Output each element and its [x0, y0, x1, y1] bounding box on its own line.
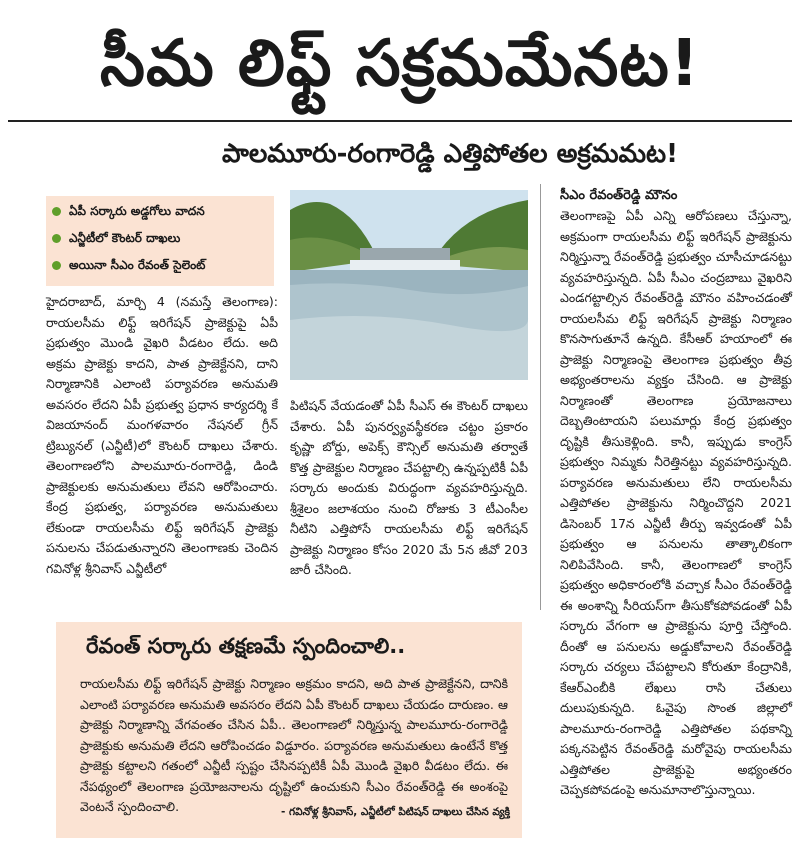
- column-divider: [540, 184, 541, 610]
- headline-rule: [8, 120, 792, 122]
- bullet-dot-icon: [52, 207, 61, 216]
- dam-photo-image: [290, 190, 528, 380]
- headline: సీమ లిఫ్ట్ సక్రమమేనట!: [100, 27, 700, 101]
- article-text-2: పిటిషన్ వేయడంతో ఏపీ సీఎస్ ఈ కౌంటర్ దాఖలు చేశారు. ఏపీ పునర్వ్యవస్థీకరణ చట్టం ప్రకారం కృష్ణా బోర్డు, అపెక్స్ కౌన్సిల్ అనుమతి తర్వాతే కొత్త ప్రాజెక్టుల నిర్మాణం చేపట్టాల్సి ఉన్నప్పటికీ ఏపీ సర్కారు అందుకు విరుద్ధంగా వ్యవహరిస్తున్నది. శ్రీశైలం జలాశయం నుంచి రోజుకు 3 టీఎంసీల నీటిని ఎత్తిపోసే రాయలసీమ లిఫ్ట్ ఇరిగేషన్ ప్రాజెక్టు నిర్మాణం కోసం 2020 మే 5న జీవో 203 జారీ చేసింది.: [290, 398, 528, 577]
- side-heading: సీఎం రేవంత్‌రెడ్డి మౌనం: [560, 188, 678, 203]
- quote-box: [56, 622, 522, 838]
- subheadline: పాలమూరు-రంగారెడ్డి ఎత్తిపోతల అక్రమమట!: [222, 139, 678, 169]
- bullet-dot-icon: [52, 234, 61, 243]
- side-column: [560, 206, 792, 846]
- bullet-dot-icon: [52, 261, 61, 270]
- highlight-item: ఎన్జీటీలో కౌంటర్ దాఖలు: [52, 225, 268, 252]
- quote-body: రాయలసీమ లిఫ్ట్ ఇరిగేషన్ ప్రాజెక్టు నిర్మాణం అక్రమం కాదని, అది పాత ప్రాజెక్టేనని, దానికి ఎలాంటి పర్యావరణ అనుమతి అవసరం లేదని ఏపీ కౌంటర్ దాఖలు చేయడం దారుణం. ఆ ప్రాజెక్టు నిర్మాణాన్ని వేగవంతం చేసిన ఏపీ.. తెలంగాణలో నిర్మిస్తున్న పాలమూరు-రంగారెడ్డి ప్రాజెక్టుకు అనుమతి లేదని ఆరోపించడం విడ్డూరం. పర్యావరణ అనుమతులు ఉంటేనే కొత్త ప్రాజెక్టు కట్టాలని గతంలో ఎన్జీటీ స్పష్టం చేసినప్పటికీ ఏపీ మొండి వైఖరి వీడటం లేదు. ఈ నేపథ్యంలో తెలంగాణ ప్రయోజనాలను దృష్టిలో ఉంచుకుని సీఎం రేవంత్‌రెడ్డి ఈ అంశంపై వెంటనే స్పందించాలి.: [80, 676, 508, 814]
- quote-signature: - గవినోళ్ల శ్రీనివాస్, ఎన్జీటీలో పిటిషన్ దాఖలు చేసిన వ్యక్తి: [281, 806, 510, 818]
- quote-title: రేవంత్ సర్కారు తక్షణమే స్పందించాలి..: [86, 634, 406, 658]
- highlight-item: ఏపీ సర్కారు అడ్డగోలు వాదన: [52, 198, 268, 225]
- dam-photo: [290, 190, 528, 380]
- article-text-1: హైదరాబాద్, మార్చి 4 (నమస్తే తెలంగాణ): రాయలసీమ లిఫ్ట్ ఇరిగేషన్ ప్రాజెక్టుపై ఏపీ ప్రభుత్వం మొండి వైఖరి వీడటం లేదు. అది అక్రమ ప్రాజెక్టు కాదని, పాత ప్రాజెక్టేనని, దాని నిర్మాణానికి ఎలాంటి పర్యావరణ అనుమతి అవసరం లేదని ఏపీ ప్రభుత్వ ప్రధాన కార్యదర్శి కే విజయానంద్ మంగళవారం నేషనల్ గ్రీన్ ట్రిబ్యునల్ (ఎన్జీటీ)లో కౌంటర్ దాఖలు చేశారు. తెలంగాణలోని పాలమూరు-రంగారెడ్డి, డిండి ప్రాజెక్టులకు అనుమతులు లేవని ఆరోపించారు. కేంద్ర ప్రభుత్వ, పర్యావరణ అనుమతులు లేకుండా రాయలసీమ లిఫ్ట్ ఇరిగేషన్ ప్రాజెక్టు పనులను చేపడుతున్నారని తెలంగాణకు చెందిన గవినోళ్ల శ్రీనివాస్ ఎన్జీటీలో: [46, 294, 278, 576]
- article-column-1: [46, 292, 278, 612]
- highlights-box: [46, 196, 274, 286]
- side-text: తెలంగాణపై ఏపీ ఎన్ని ఆరోపణలు చేస్తున్నా, అక్రమంగా రాయలసీమ లిఫ్ట్ ఇరిగేషన్ ప్రాజెక్టును నిర్మిస్తున్నా రేవంత్‌రెడ్డి ప్రభుత్వం చూసీచూడనట్టు వ్యవహరిస్తున్నది. ఏపీ సీఎం చంద్రబాబు వైఖరిని ఎండగట్టాల్సిన రేవంత్‌రెడ్డి మౌనం వహించడంతో రాయలసీమ లిఫ్ట్ ఇరిగేషన్ ప్రాజెక్టు నిర్మాణం కొనసాగుతూనే ఉన్నది. కేసీఆర్ హయాంలో ఈ ప్రాజెక్టు నిర్మాణంపై తెలంగాణ ప్రభుత్వం తీవ్ర అభ్యంతరాలను వ్యక్తం చేసింది. ఆ ప్రాజెక్టు నిర్మాణంతో తెలంగాణ ప్రయోజనాలు దెబ్బతింటాయని పలుమార్లు కేంద్ర ప్రభుత్వం దృష్టికి తీసుకెళ్లింది. కానీ, ఇప్పుడు కాంగ్రెస్ ప్రభుత్వం నిమ్మకు నీరెత్తినట్టు వ్యవహరిస్తున్నది. పర్యావరణ అనుమతులు లేని రాయలసీమ ఎత్తిపోతల ప్రాజెక్టును నిర్మించొద్దని 2021 డిసెంబర్ 17న ఎన్జీటీ తీర్పు ఇవ్వడంతో ఏపీ ప్రభుత్వం ఆ పనులను తాత్కాలికంగా నిలిపివేసింది. కానీ, తెలంగాణలో కాంగ్రెస్ ప్రభుత్వం అధికారంలోకి వచ్చాక సీఎం రేవంత్‌రెడ్డి ఈ అంశాన్ని సీరియస్‌గా తీసుకోకపోవడంతో ఏపీ సర్కారు వేగంగా ఆ ప్రాజెక్టును పూర్తి చేస్తోంది. దీంతో ఆ పనులను అడ్డుకోవాలని రేవంత్‌రెడ్డి సర్కారు చర్యలు చేపట్టాలని కోరుతూ కేంద్రానికి, కేఆర్‌ఎంబీకి లేఖలు రాసి చేతులు దులుపుకున్నది. ఓవైపు సొంత జిల్లాలో పాలమూరు-రంగారెడ్డి ఎత్తిపోతల పథకాన్ని పక్కనపెట్టిన రేవంత్‌రెడ్డి మరోవైపు రాయలసీమ ఎత్తిపోతల ప్రాజెక్టుపై అభ్యంతరం చెప్పకపోవడంపై అనుమానాలొస్తున్నాయి.: [560, 208, 792, 797]
- highlight-item: అయినా సీఎం రేవంత్ సైలెంట్: [52, 252, 268, 279]
- article-column-2: [290, 396, 528, 610]
